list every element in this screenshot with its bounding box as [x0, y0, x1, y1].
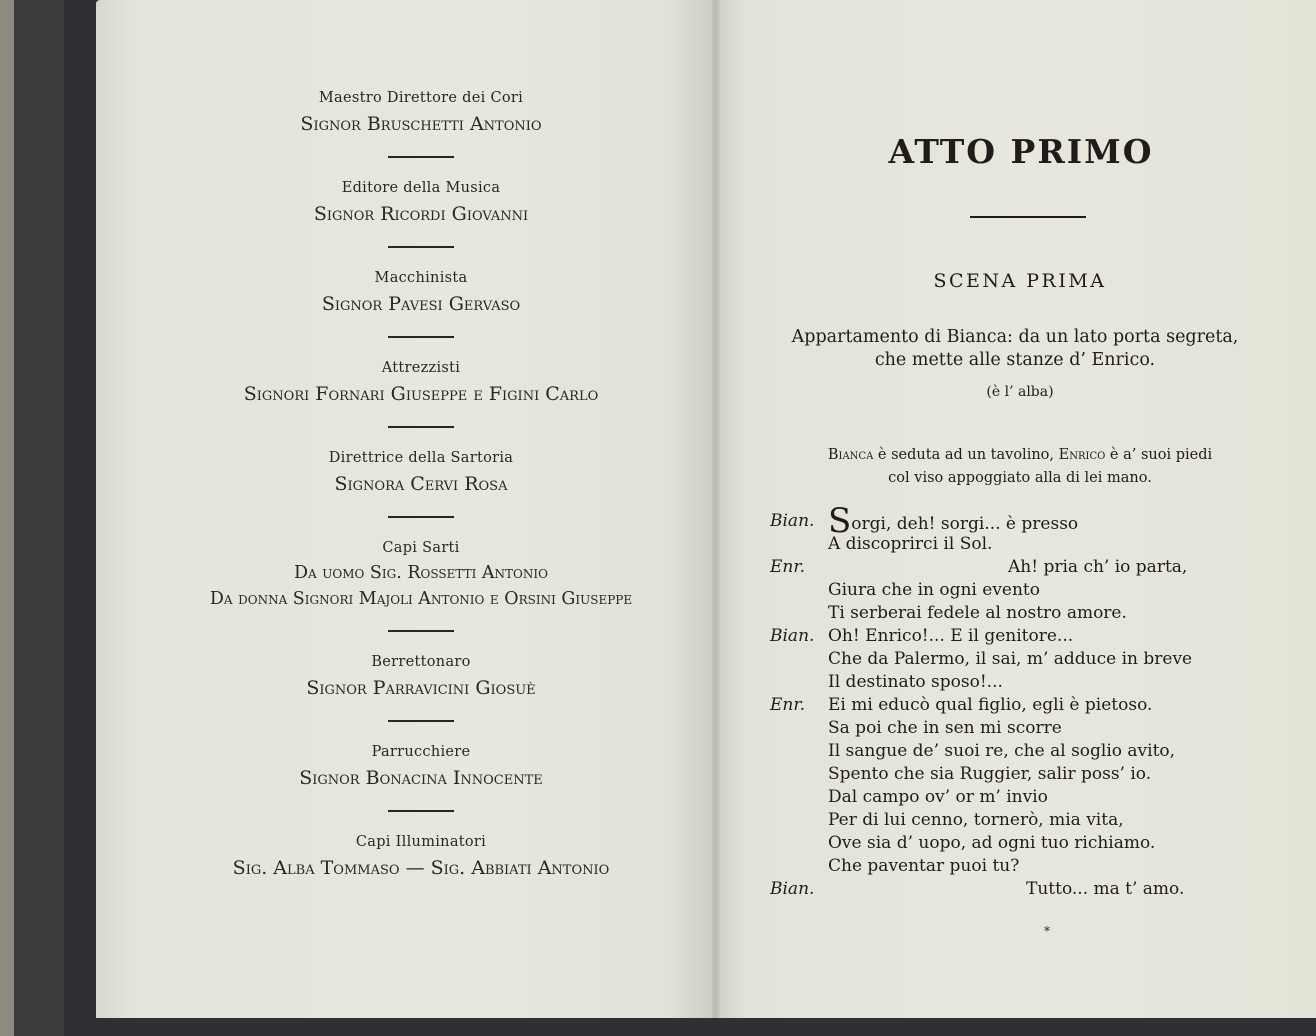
divider: [388, 336, 454, 338]
credit-name: Signor Bruschetti Antonio: [300, 113, 542, 135]
bottom-edge: [96, 1018, 1316, 1036]
divider: [388, 810, 454, 812]
dialogue-line: [770, 501, 1270, 541]
divider: [388, 426, 454, 428]
credit-role: Parrucchiere: [371, 744, 471, 760]
credits-list: [96, 88, 746, 882]
line-text: Ove sia d’ uopo, ad ogni tuo richiamo.: [828, 833, 1156, 853]
character-name: Enrico: [1058, 447, 1106, 463]
speaker: Bian.: [770, 511, 815, 531]
speaker: Bian.: [770, 626, 815, 646]
direction-line: [780, 444, 1260, 467]
credit-name: Signor Pavesi Gervaso: [321, 293, 521, 315]
credit-entry: [96, 178, 746, 228]
setting-line: Appartamento di Bianca: da un lato porta segreta,: [791, 327, 1239, 347]
dialogue-line: [770, 602, 1270, 625]
divider: [388, 720, 454, 722]
direction-text: è a’ suoi piedi: [1105, 447, 1213, 463]
dialogue: [770, 501, 1270, 901]
credit-role: Editore della Musica: [341, 180, 501, 196]
credit-name: Signori Fornari Giuseppe e Figini Carlo: [243, 383, 599, 405]
dialogue-line: [770, 832, 1270, 855]
line-text: Oh! Enrico!... E il genitore...: [828, 626, 1074, 646]
credit-entry: [96, 268, 746, 318]
credit-entry: [96, 832, 746, 882]
credit-name: Signor Bonacina Innocente: [299, 767, 543, 789]
signature-mark: *: [1044, 924, 1050, 938]
line-text: Spento che sia Ruggier, salir poss’ io.: [828, 764, 1152, 784]
dialogue-line: [770, 694, 1270, 717]
line-text: A discoprirci il Sol.: [828, 534, 993, 554]
divider: [388, 246, 454, 248]
character-name: Bianca: [827, 447, 874, 463]
dialogue-line: [770, 556, 1270, 579]
speaker: Enr.: [770, 557, 806, 577]
direction-line: col viso appoggiato alla di lei mano.: [888, 470, 1152, 486]
line-text: Il sangue de’ suoi re, che al soglio avito,: [828, 741, 1176, 761]
credit-entry: [96, 448, 746, 498]
stage-direction: [780, 444, 1260, 490]
credit-role: Macchinista: [374, 270, 468, 286]
dialogue-line: [770, 878, 1270, 901]
credit-role: Attrezzisti: [381, 360, 461, 376]
dialogue-line: [770, 855, 1270, 878]
credit-name: Da uomo Sig. Rossetti Antonio: [294, 563, 548, 583]
line-text: Tutto... ma t’ amo.: [1026, 879, 1185, 899]
dialogue-line: [770, 763, 1270, 786]
credit-role: Capi Sarti: [382, 540, 460, 556]
scene-setting: [770, 326, 1260, 372]
credit-name: Signora Cervi Rosa: [334, 473, 508, 495]
line-text: Il destinato sposo!...: [828, 672, 1003, 692]
act-title: ATTO PRIMO: [888, 132, 1154, 171]
line-text: Per di lui cenno, tornerò, mia vita,: [828, 810, 1124, 830]
dialogue-line: [770, 717, 1270, 740]
dialogue-line: [770, 786, 1270, 809]
dialogue-line: [770, 533, 1270, 556]
direction-text: è seduta ad un tavolino,: [873, 447, 1059, 463]
line-text: Ti serberai fedele al nostro amore.: [828, 603, 1127, 623]
line-text: Giura che in ogni evento: [828, 580, 1041, 600]
credit-entry: [96, 358, 746, 408]
credit-entry: [96, 742, 746, 792]
credit-role: Maestro Direttore dei Cori: [318, 90, 524, 106]
credit-entry: [96, 538, 746, 612]
scene-title: SCENA PRIMA: [933, 270, 1107, 292]
line-text: Dal campo ov’ or m’ invio: [828, 787, 1048, 807]
divider: [388, 630, 454, 632]
line-text: Sa poi che in sen mi scorre: [828, 718, 1062, 738]
line-text: Ah! pria ch’ io parta,: [1008, 557, 1188, 577]
credit-name-secondary: Da donna Signori Majoli Antonio e Orsini Giuseppe: [209, 589, 633, 609]
drop-cap: S: [828, 501, 852, 541]
dialogue-line: [770, 648, 1270, 671]
credit-name: Signor Parravicini Giosuè: [306, 677, 536, 699]
divider: [388, 516, 454, 518]
credit-role: Berrettonaro: [371, 654, 471, 670]
speaker: Bian.: [770, 879, 815, 899]
credit-name: Signor Ricordi Giovanni: [313, 203, 529, 225]
dialogue-line: [770, 809, 1270, 832]
credit-role: Capi Illuminatori: [355, 834, 487, 850]
line-text: Ei mi educò qual figlio, egli è pietoso.: [828, 695, 1153, 715]
credit-role: Direttrice della Sartoria: [328, 450, 514, 466]
divider: [388, 156, 454, 158]
dialogue-line: [770, 740, 1270, 763]
speaker: Enr.: [770, 695, 806, 715]
setting-line: che mette alle stanze d’ Enrico.: [874, 350, 1156, 370]
line-text: Che paventar puoi tu?: [828, 856, 1020, 876]
line-text-body: orgi, deh! sorgi... è presso: [851, 514, 1079, 534]
cover-shadow: [14, 0, 64, 1036]
title-divider: [970, 216, 1086, 218]
credit-entry: [96, 652, 746, 702]
dialogue-line: [770, 625, 1270, 648]
credit-name: Sig. Alba Tommaso — Sig. Abbiati Antonio: [232, 857, 610, 879]
credit-entry: [96, 88, 746, 138]
time-note: (è l’ alba): [986, 384, 1054, 400]
line-text: Che da Palermo, il sai, m’ adduce in breve: [828, 649, 1193, 669]
dialogue-line: [770, 671, 1270, 694]
dialogue-line: [770, 579, 1270, 602]
